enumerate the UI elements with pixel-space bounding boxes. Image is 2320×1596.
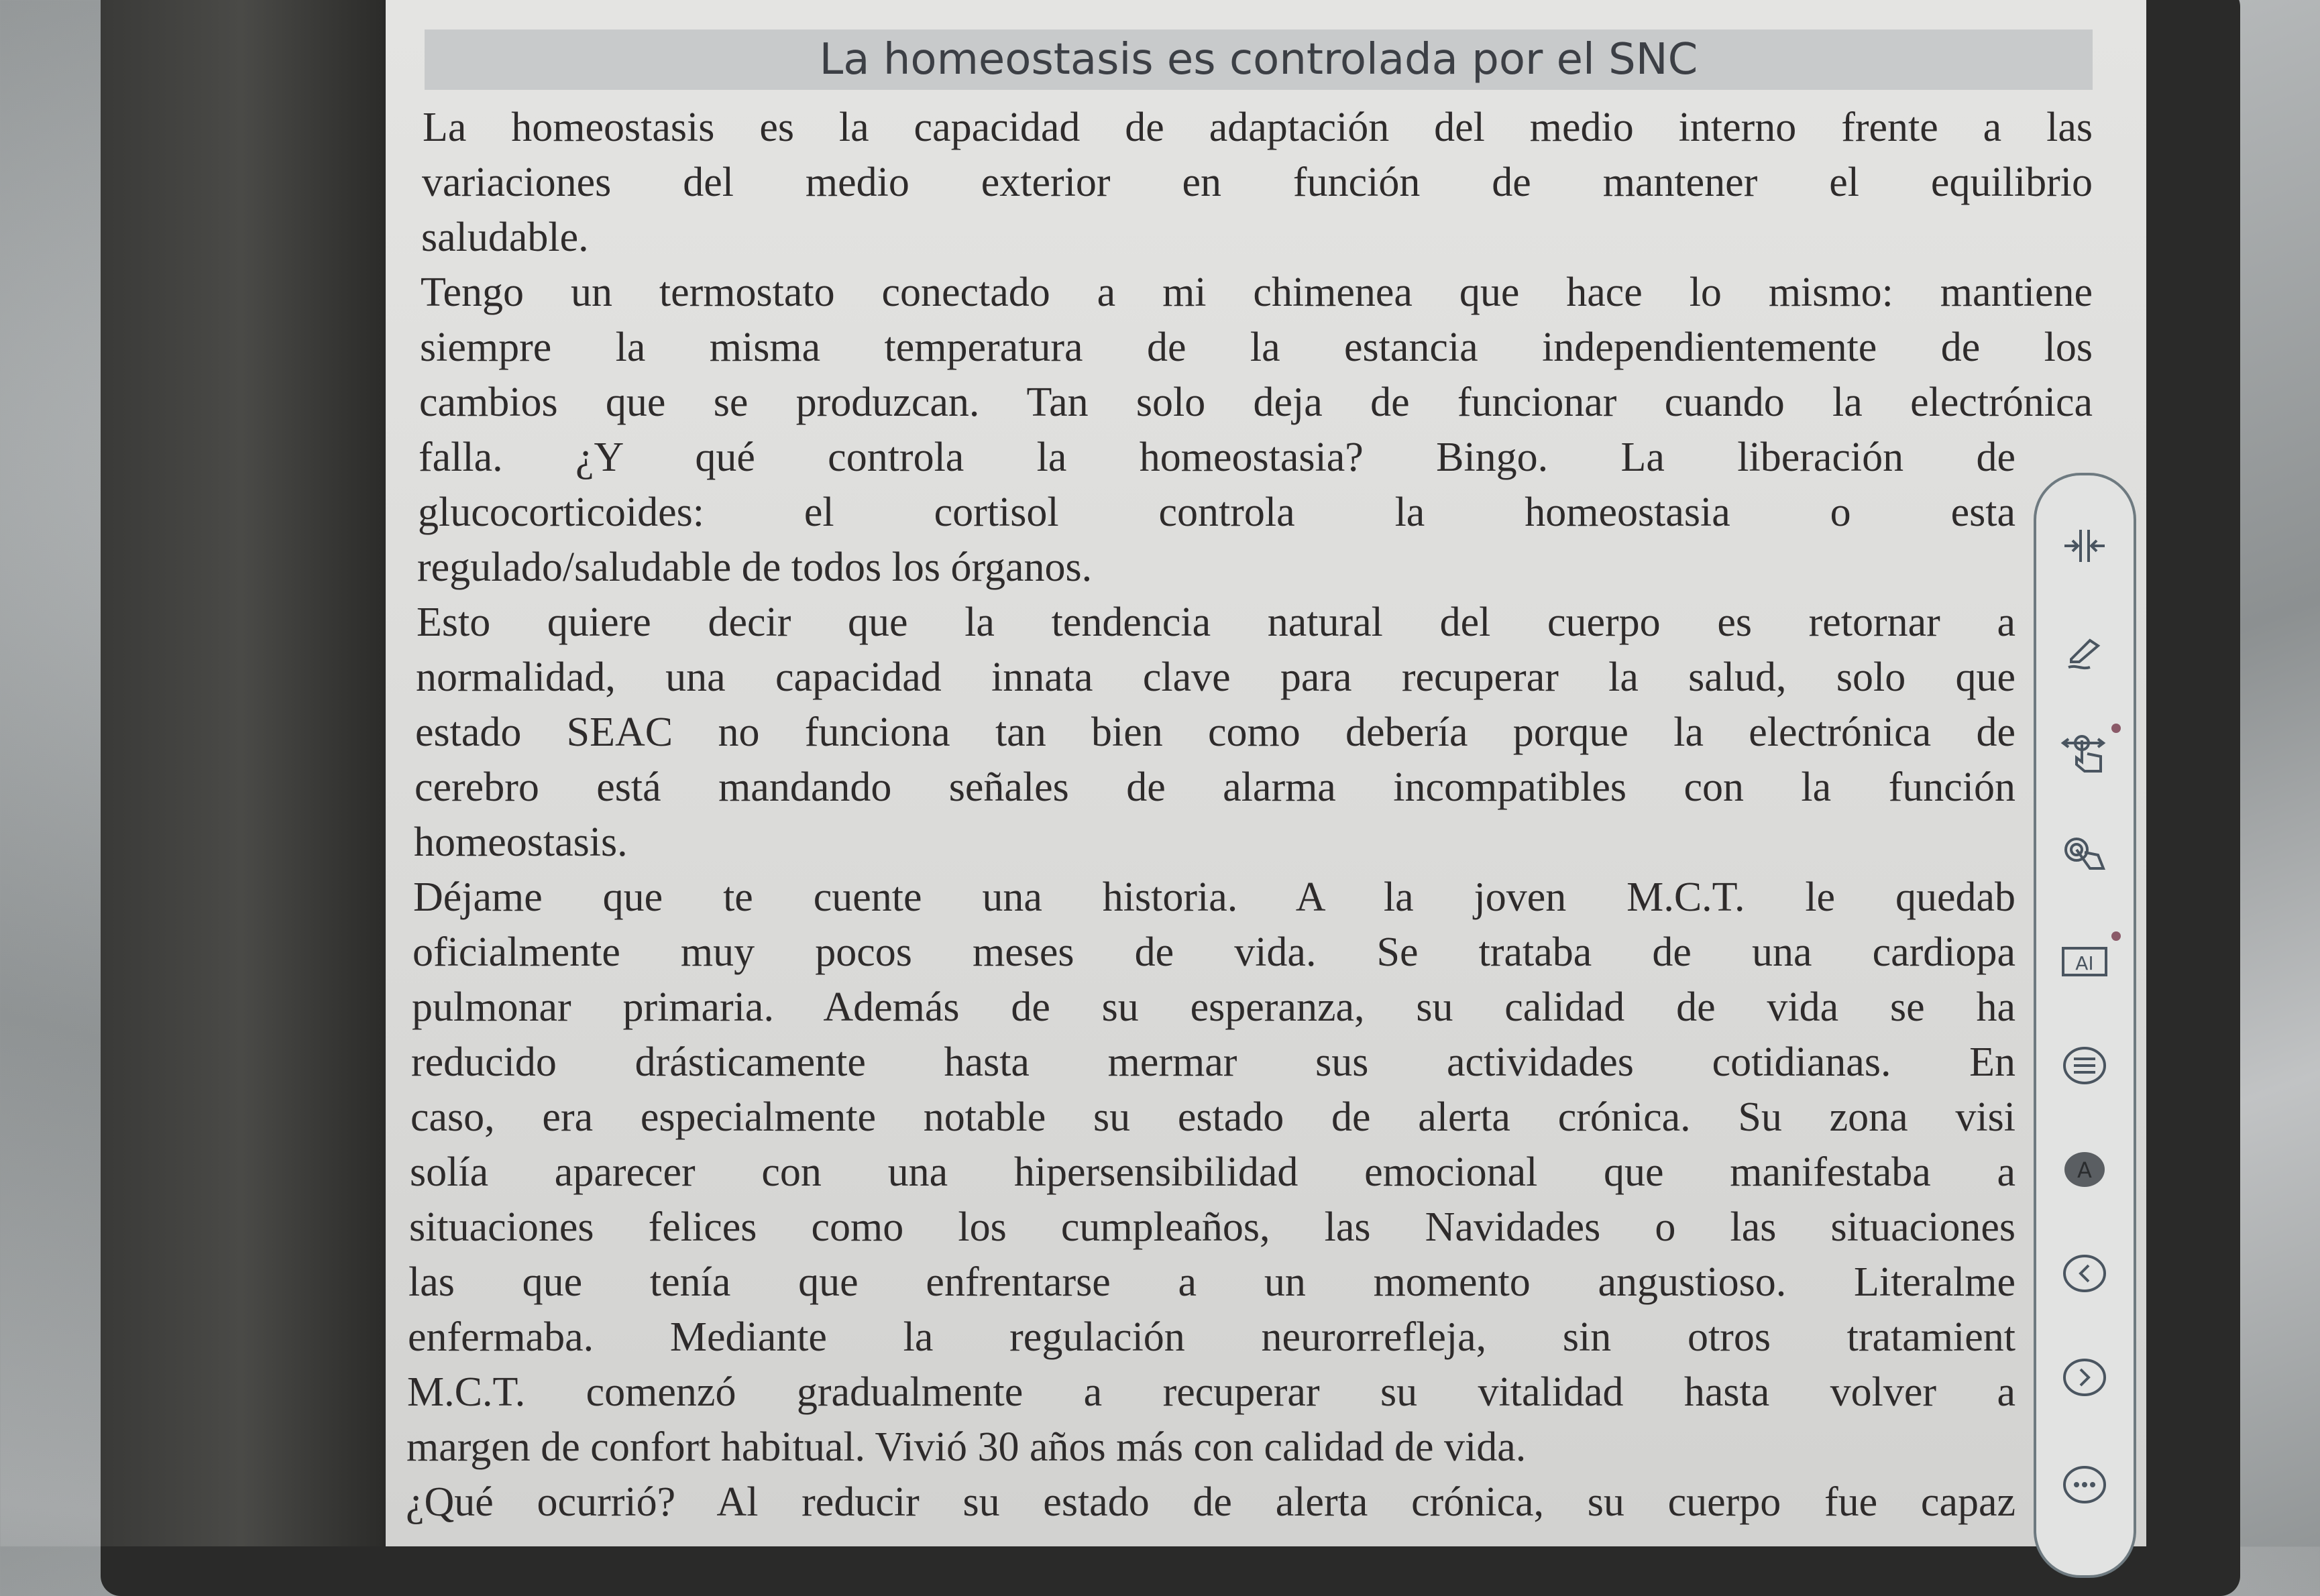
ereader-screen — [386, 0, 2146, 1546]
next-page-icon — [2058, 1351, 2111, 1404]
new-feature-badge — [2111, 931, 2121, 941]
text-line: normalidad, una capacidad innata clave para recuperar la salud, solo que — [416, 654, 2015, 700]
text-line: oficialmente muy pocos meses de vida. Se trataba de una cardiopa — [412, 929, 2015, 975]
next-page-button[interactable] — [2051, 1344, 2118, 1411]
previous-page-button[interactable] — [2051, 1240, 2118, 1307]
text-line: cerebro está mandando señales de alarma incompatibles con la función — [415, 764, 2015, 810]
text-line: variaciones del medio exterior en función de mantener el equilibrio — [422, 160, 2093, 205]
text-line: reducido drásticamente hasta mermar sus actividades cotidianas. En — [411, 1039, 2015, 1085]
text-line: caso, era especialmente notable su estado de alerta crónica. Su zona visi — [410, 1094, 2015, 1140]
device-bezel-left — [101, 0, 382, 1546]
ai-icon — [2058, 935, 2111, 988]
text-line: estado SEAC no funciona tan bien como debería porque la electrónica de — [415, 709, 2015, 755]
more-button[interactable] — [2051, 1451, 2118, 1518]
reader-side-toolbar — [2034, 473, 2136, 1578]
text-line: enfermaba. Mediante la regulación neurorrefleja, sin otros tratamient — [408, 1314, 2015, 1360]
swipe-gesture-button[interactable] — [2051, 720, 2118, 787]
collapse-margins-icon — [2058, 519, 2111, 573]
eraser-button[interactable] — [2051, 618, 2118, 685]
text-line: Tengo un termostato conectado a mi chimenea que hace lo mismo: mantiene — [421, 270, 2093, 315]
text-line: pulmonar primaria. Además de su esperanza, su calidad de vida se ha — [412, 984, 2015, 1030]
text-line: situaciones felices como los cumpleaños, las Navidades o las situaciones — [409, 1204, 2015, 1250]
text-line: La homeostasis es la capacidad de adaptación del medio interno frente a las — [423, 105, 2093, 150]
text-line: Déjame que te cuente una historia. A la joven M.C.T. le quedab — [413, 874, 2015, 920]
more-icon — [2058, 1458, 2111, 1512]
new-feature-badge — [2111, 724, 2121, 733]
table-of-contents-button[interactable] — [2051, 1032, 2118, 1099]
swipe-gesture-icon — [2058, 727, 2111, 781]
previous-page-icon — [2058, 1247, 2111, 1300]
text-line: siempre la misma temperatura de la estancia independientemente de los — [420, 325, 2093, 370]
background-surface — [2233, 0, 2320, 1546]
collapse-margins-button[interactable] — [2051, 512, 2118, 579]
text-line: regulado/saludable de todos los órganos. — [417, 545, 1093, 590]
text-line: Esto quiere decir que la tendencia natural del cuerpo es retornar a — [417, 600, 2015, 645]
text-line: saludable. — [421, 215, 589, 260]
text-line: las que tenía que enfrentarse a un momento angustioso. Literalme — [408, 1259, 2015, 1305]
text-line: falla. ¿Y qué controla la homeostasia? Bingo. La liberación de — [419, 435, 2015, 480]
text-line: glucocorticoides: el cortisol controla la homeostasia o esta — [418, 490, 2015, 535]
menu-icon — [2058, 1039, 2111, 1092]
text-line: solía aparecer con una hipersensibilidad emocional que manifestaba a — [410, 1149, 2015, 1195]
text-line: margen de confort habitual. Vivió 30 años más con calidad de vida. — [406, 1424, 1527, 1470]
font-settings-button[interactable] — [2051, 1136, 2118, 1203]
chapter-heading-bar — [425, 30, 2093, 90]
ai-button[interactable] — [2051, 928, 2118, 995]
tap-gesture-button[interactable] — [2051, 824, 2118, 891]
text-line: cambios que se produzcan. Tan solo deja de funcionar cuando la electrónica — [419, 380, 2093, 425]
svg-text:A: A — [2077, 1157, 2092, 1183]
chapter-heading: La homeostasis es controlada por el SNC — [819, 35, 1698, 84]
text-line: M.C.T. comenzó gradualmente a recuperar su vitalidad hasta volver a — [407, 1369, 2015, 1415]
font-icon — [2058, 1143, 2111, 1196]
tap-gesture-icon — [2058, 831, 2111, 885]
text-line: homeostasis. — [414, 819, 628, 865]
svg-text:AI: AI — [2075, 952, 2094, 974]
text-line: ¿Qué ocurrió? Al reducir su estado de alerta crónica, su cuerpo fue capaz — [406, 1479, 2015, 1525]
eraser-icon — [2058, 624, 2111, 678]
